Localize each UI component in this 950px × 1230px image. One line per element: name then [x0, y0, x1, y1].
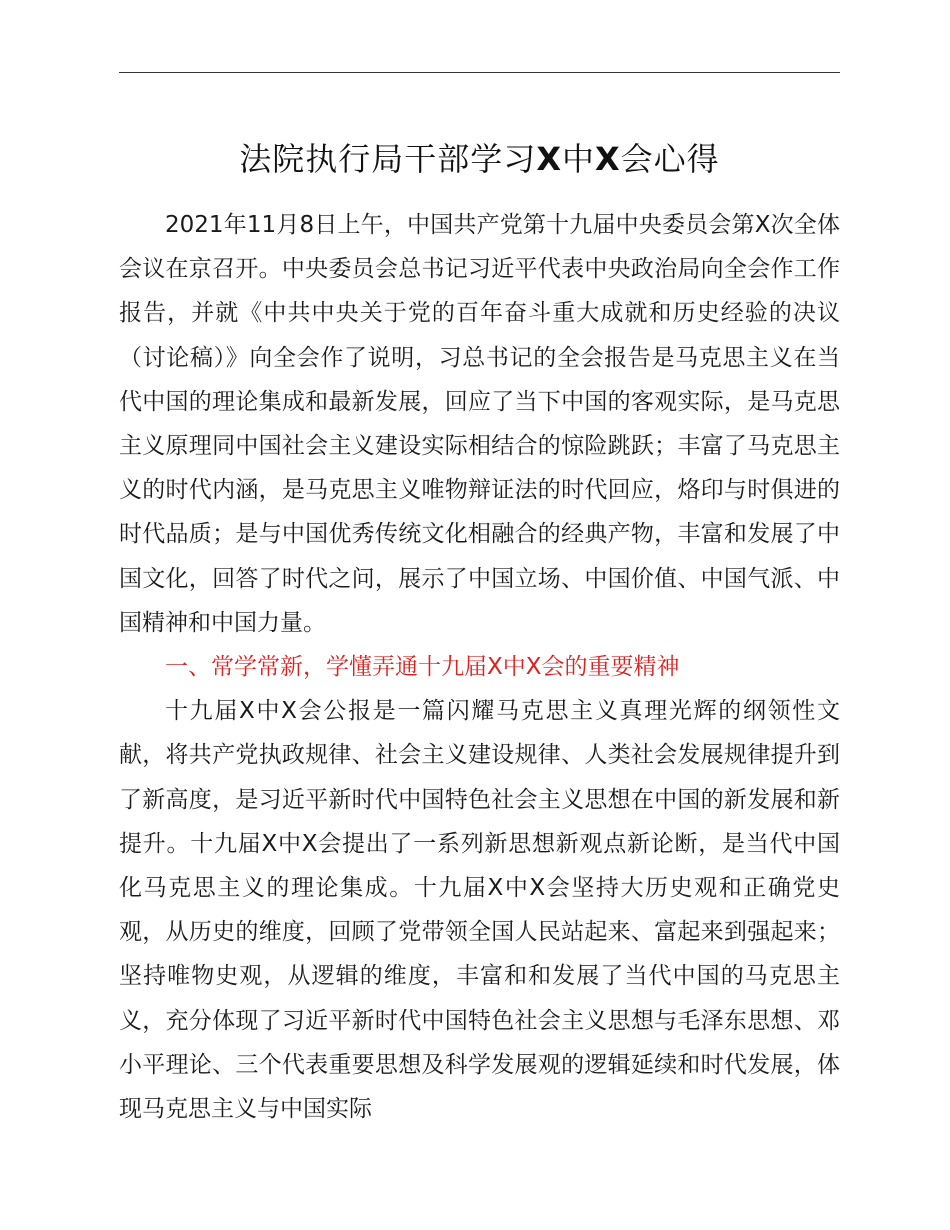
header-rule [119, 72, 840, 73]
title-x-2: X [595, 140, 621, 178]
title-part-2: 会心得 [620, 140, 720, 178]
paragraph-section-1: 十九届X中X会公报是一篇闪耀马克思主义真理光辉的纲领性文献，将共产党执政规律、社会主义建设规律、人类社会发展规律提升到了新高度，是习近平新时代中国特色社会主义思想在中国的新发展和新提升。十九届X中X会提出了一系列新思想新观点新论断，是当代中国化马克思主义的理论集成。十九届X中X会坚持大历史观和正确党史观，从历史的维度，回顾了党带领全国人民站起来、富起来到强起来；坚持唯物史观，从逻辑的维度，丰富和和发展了当代中国的马克思主义，充分体现了习近平新时代中国特色社会主义思想与毛泽东思想、邓小平理论、三个代表重要思想及科学发展观的逻辑延续和时代发展，体现马克思主义与中国实际 [119, 698, 840, 1123]
document-title [119, 132, 840, 186]
document-body [119, 203, 840, 1131]
paragraph-intro: 2021年11月8日上午，中国共产党第十九届中央委员会第X次全体会议在京召开。中央委员会总书记习近平代表中央政治局向全会作工作报告，并就《中共中央关于党的百年奋斗重大成就和历史经验的决议（讨论稿）》向全会作了说明，习总书记的全会报告是马克思主义在当代中国的理论集成和最新发展，回应了当下中国的客观实际，是马克思主义原理同中国社会主义建设实际相结合的惊险跳跃；丰富了马克思主义的时代内涵，是马克思主义唯物辩证法的时代回应，烙印与时俱进的时代品质；是与中国优秀传统文化相融合的经典产物，丰富和发展了中国文化，回答了时代之问，展示了中国立场、中国价值、中国气派、中国精神和中国力量。 [119, 212, 840, 636]
title-part-1: 法院执行局干部学习 [239, 140, 537, 178]
section-heading-1: 一、常学常新，学懂弄通十九届X中X会的重要精神 [165, 654, 680, 681]
title-x-1: X [536, 140, 562, 178]
title-middle: 中 [561, 140, 595, 178]
